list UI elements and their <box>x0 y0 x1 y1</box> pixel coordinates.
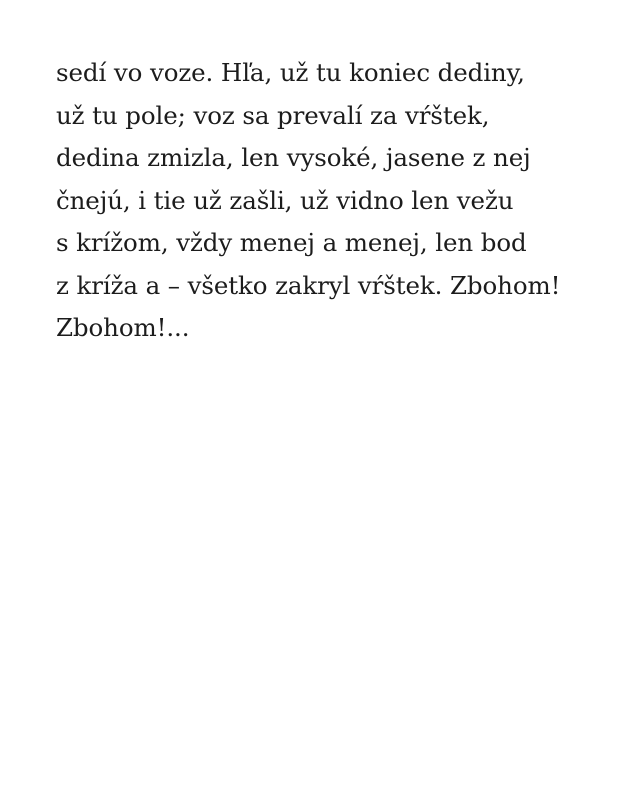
text-line: už tu pole; voz sa prevalí za vŕštek, <box>56 100 490 130</box>
text-line: sedí vo voze. Hľa, už tu koniec dediny, <box>56 58 525 87</box>
text-line: čnejú, i tie už zašli, už vidno len vežu <box>56 185 514 215</box>
text-line: dedina zmizla, len vysoké, jasene z nej <box>56 143 531 172</box>
text-line: s krížom, vždy menej a menej, len bod <box>56 228 527 257</box>
text-line: z kríža a – všetko zakryl vŕštek. Zbohom! <box>56 270 561 300</box>
text-line: Zbohom!... <box>56 313 190 342</box>
passage-text <box>56 52 616 350</box>
